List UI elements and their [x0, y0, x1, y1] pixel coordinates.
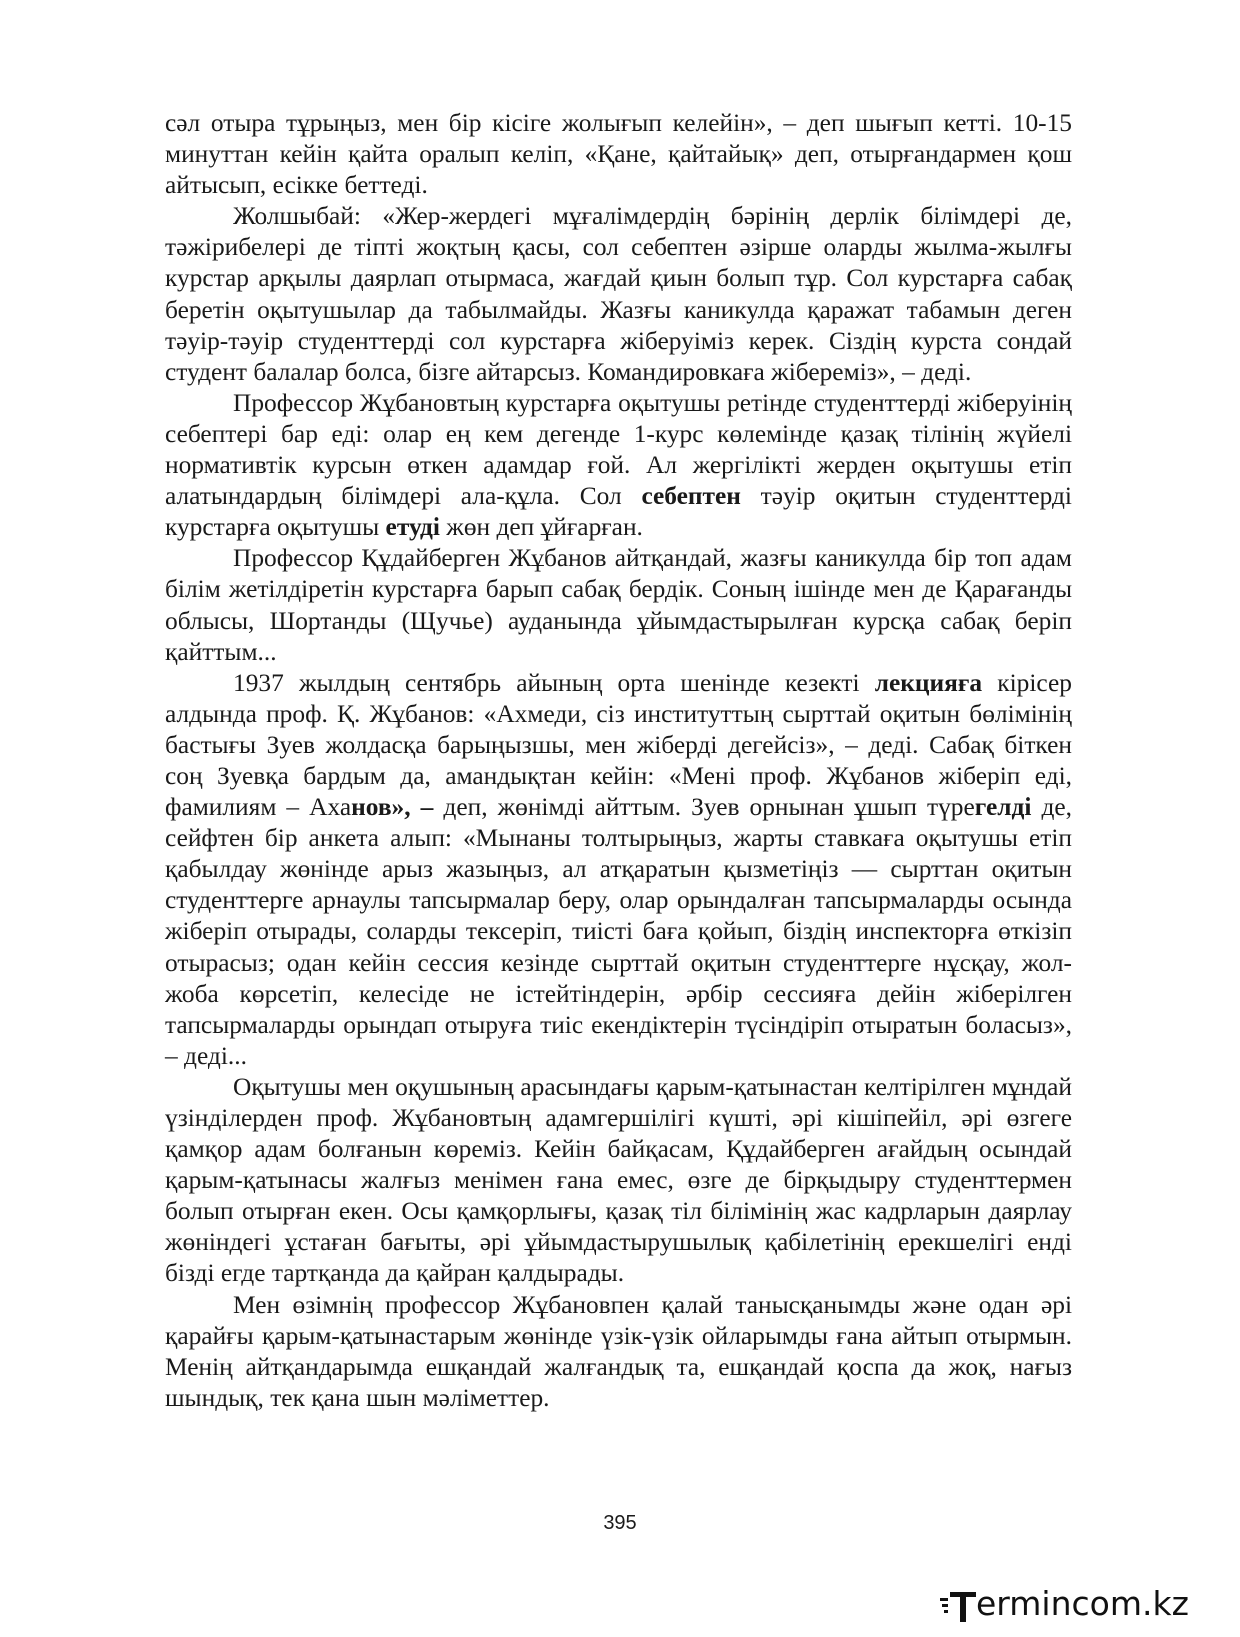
- bold-word: лекцияға: [874, 668, 983, 697]
- paragraph: Оқытушы мен оқушының арасындағы қарым-қатынастан келтірілген мұндай үзінділерден проф. Жұбановтың адамгершілігі күшті, әрі кішіпейіл, әрі өзгеге қамқор адам болғанын көреміз. Кейін байқасам, Құдайберген ағайдың осындай қарым-қатынасы жалғыз менімен ғана емес, өзге де бірқыдыру студенттермен болып отырған екен. Осы қамқорлығы, қазақ тіл білімінің жас кадрларын даярлау жөніндегі ұстаған бағыты, әрі ұйымдастырушылық қабілетінің ерекшелігі енді бізді егде тартқанда да қайран қалдырады.: [165, 1072, 1072, 1288]
- page-number: 395: [603, 1512, 637, 1534]
- watermark-text: ermincom.kz: [976, 1584, 1189, 1623]
- article-body: [165, 108, 1072, 1414]
- paragraph: сәл отыра тұрыңыз, мен бір кісіге жолығып келейін», – деп шығып кетті. 10-15 минуттан кейін қайта оралып келіп, «Қане, қайтайық» деп, отырғандармен қош айтысып, есікке беттеді.: [165, 109, 1072, 200]
- paragraph: Жолшыбай: «Жер-жердегі мұғалімдердің бәрінің дерлік білімдері де, тәжірибелері де тіпті жоқтың қасы, сол себептен әзірше оларды жылма-жылғы курстар арқылы даярлап отырмаса, жағдай қиын болып тұр. Сол курстарға сабақ беретін оқытушылар да табылмайды. Жазғы каникулда қаражат табамын деген тәуір-тәуір студенттерді сол курстарға жіберуіміз керек. Сіздің курста сондай студент балалар болса, бізге айтарсыз. Командировкаға жібереміз», – деді.: [165, 202, 1072, 386]
- paragraph: Профессор Құдайберген Жұбанов айтқандай, жазғы каникулда бір топ адам білім жетілдіретін курстарға барып сабақ бердік. Соның ішінде мен де Қарағанды облысы, Шортанды (Щучье) ауданында ұйымдастырылған курсқа сабақ беріп қайттым...: [165, 544, 1072, 666]
- bold-word: гелді: [974, 793, 1032, 822]
- watermark-logo: [950, 1584, 1189, 1624]
- paragraph: 1937 жылдың сентябрь айының орта шенінде кезекті лекцияға кірісер алдында проф. Қ. Жұбанов: «Ахмеди, сіз институттың сырттай оқитын бөлімінің бастығы Зуев жолдасқа барыңызшы, мен жіберді дегейсіз», – деді. Сабақ біткен соң Зуевқа бардым да, амандықтан кейін: «Мені проф. Жұбанов жіберіп еді, фамилиям – Аханов», – деп, жөнімді айттым. Зуев орнынан ұшып түрегелді де, сейфтен бір анкета алып: «Мынаны толтырыңыз, жарты ставкаға оқытушы етіп қабылдау жөнінде арыз жазыңыз, ал атқаратын қызметіңіз — сырттан оқитын студенттерге арнаулы тапсырмалар беру, олар орындалған тапсырмаларды осында жіберіп отырады, соларды тексеріп, тиісті баға қойып, біздің инспекторға өткізіп отырасыз; одан кейін сессия кезінде сырттай оқитын студенттерге нұсқау, жол-жоба көрсетіп, келесіде не істейтіндерін, әрбір сессияға дейін жіберілген тапсырмаларды орындап отыруға тиіс екендіктерін түсіндіріп отыратын боласыз», – деді...: [165, 668, 1072, 1070]
- bold-word: нов», –: [351, 793, 434, 822]
- terminology-t-logo-icon: [950, 1588, 976, 1624]
- bold-word: етуді: [385, 513, 440, 542]
- paragraph: Мен өзімнің профессор Жұбановпен қалай танысқанымды және одан әрі қарайғы қарым-қатынастарым жөнінде үзік-үзік ойларымды ғана айтып отырмын. Менің айтқандарымда ешқандай жалғандық та, ешқандай қоспа да жоқ, нағыз шындық, тек қана шын мәліметтер.: [165, 1290, 1072, 1412]
- paragraph: Профессор Жұбановтың курстарға оқытушы ретінде студенттерді жіберуінің себептері бар еді: олар ең кем дегенде 1-курс көлемінде қазақ тілінің жүйелі нормативтік курсын өткен адамдар ғой. Ал жергілікті жерден оқытушы етіп алатындардың білімдері ала-құла. Сол себептен тәуір оқитын студенттерді курстарға оқытушы етуді жөн деп ұйғарған.: [165, 388, 1072, 542]
- bold-word: себептен: [641, 482, 741, 511]
